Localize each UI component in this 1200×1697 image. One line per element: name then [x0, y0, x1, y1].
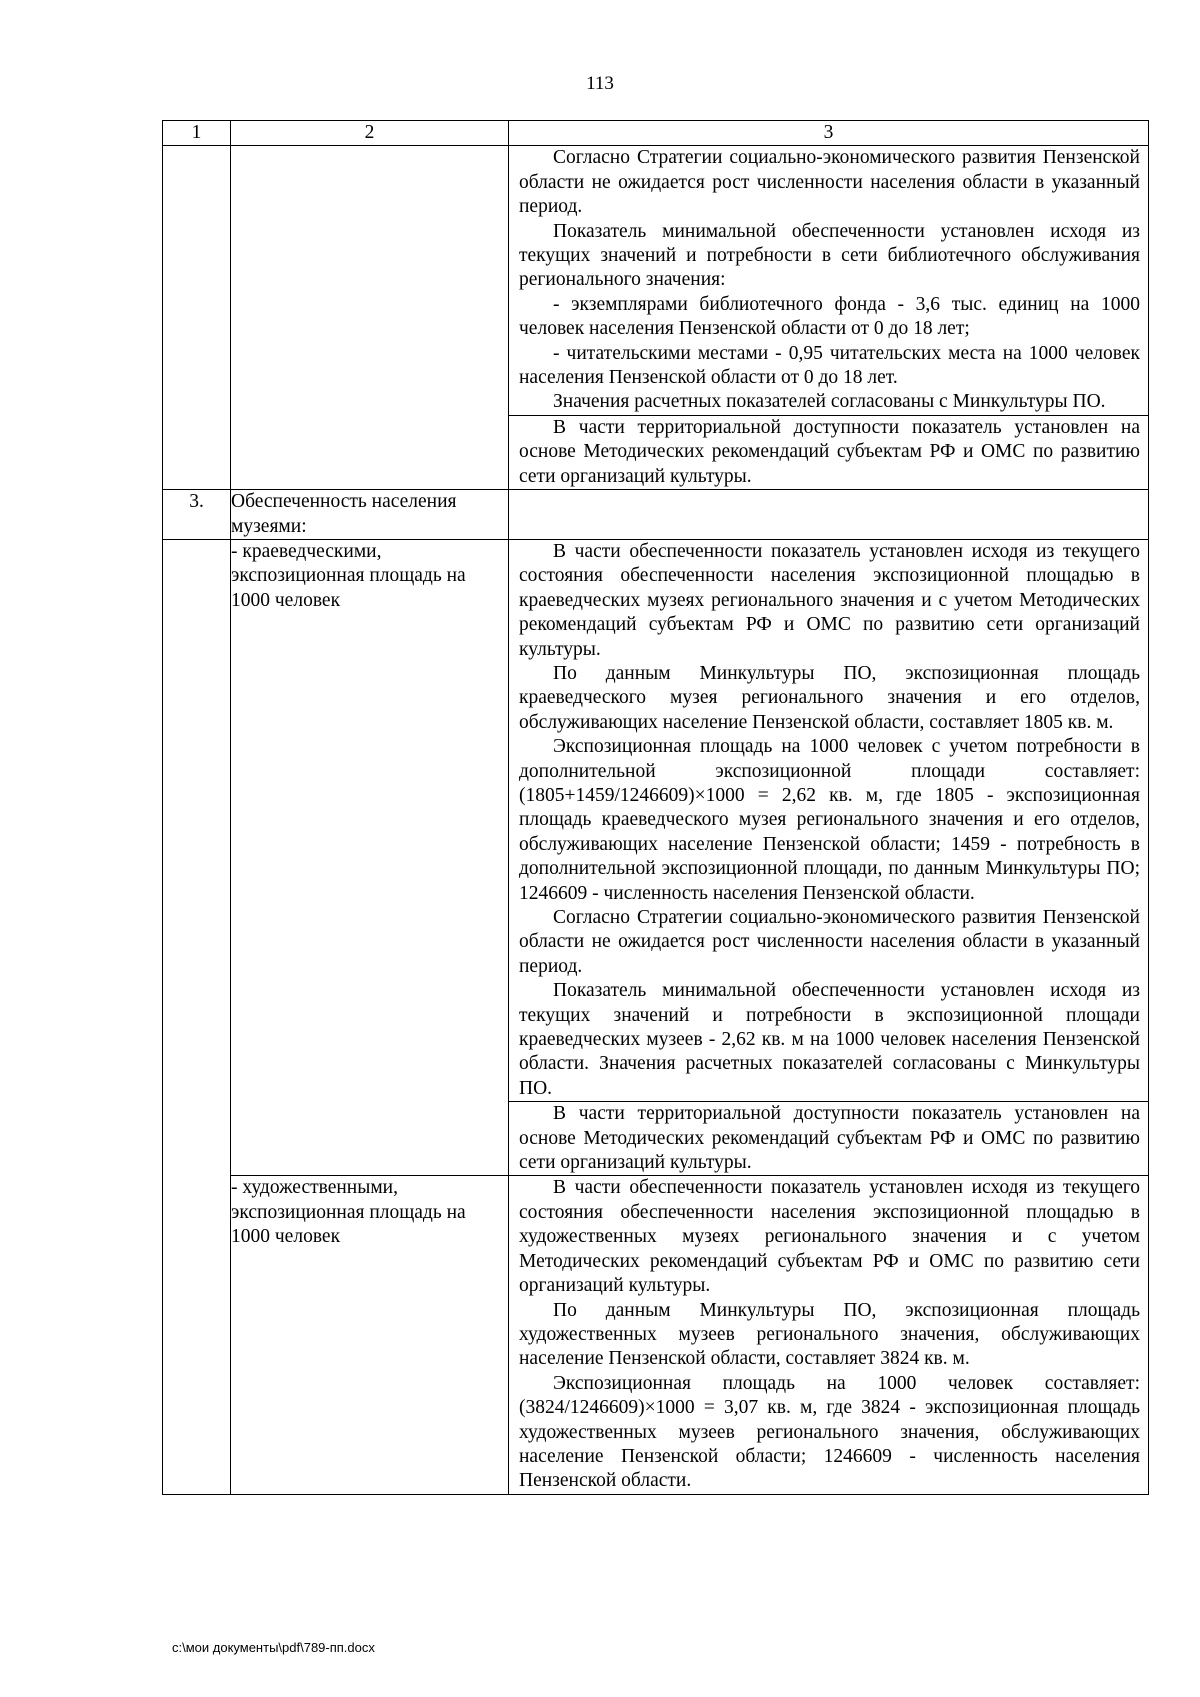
paragraph: В части территориальной доступности показатель установлен на основе Методических рекомендаций субъектам РФ и ОМС по развитию сети организаций культуры. [519, 416, 1140, 487]
paragraph: Показатель минимальной обеспеченности установлен исходя из текущих значений и потребности в экспозиционной площади краеведческих музеев - 2,62 кв. м на 1000 человек населения Пензенской области. Значения расчетных показателей согласованы с Минкультуры ПО. [519, 980, 1140, 1099]
indicators-table [162, 120, 1149, 1495]
row-number: 3. [163, 490, 231, 540]
table-row [163, 539, 1149, 1101]
footer-file-path: c:\мои документы\pdf\789-пп.docx [172, 1640, 375, 1655]
justification-cell [509, 1176, 1149, 1494]
paragraph: Показатель минимальной обеспеченности установлен исходя из текущих значений и потребности в сети библиотечного обслуживания регионального значения: [519, 220, 1140, 291]
paragraph: В части территориальной доступности показатель установлен на основе Методических рекомендаций субъектам РФ и ОМС по развитию сети организаций культуры. [519, 1103, 1140, 1174]
header-col-2: 2 [231, 121, 509, 146]
paragraph: По данным Минкультуры ПО, экспозиционная площадь краеведческого музея регионального значения и его отделов, обслуживающих население Пензенской области, составляет 1805 кв. м. [519, 662, 1140, 733]
paragraph: Согласно Стратегии социально-экономического развития Пензенской области не ожидается рост численности населения области в указанный период. [519, 147, 1140, 218]
indicator-label: - краеведческими, экспозиционная площадь на 1000 человек [231, 539, 509, 1176]
paragraph: Согласно Стратегии социально-экономического развития Пензенской области не ожидается рост численности населения области в указанный период. [519, 907, 1140, 977]
header-col-3: 3 [509, 121, 1149, 146]
page-number: 113 [586, 73, 614, 94]
table-row [163, 1176, 1149, 1494]
paragraph: В части обеспеченности показатель установлен исходя из текущего состояния обеспеченности населения экспозиционной площадью в художественных музеях регионального значения и с учетом Методических рекомендаций субъектам РФ и ОМС по развитию сети организаций культуры. [519, 1177, 1140, 1297]
empty-cell [509, 490, 1149, 540]
paragraph: - экземплярами библиотечного фонда - 3,6 тыс. единиц на 1000 человек населения Пензенской области от 0 до 18 лет; [519, 293, 1140, 340]
table-row [163, 146, 1149, 415]
access-cell [509, 415, 1149, 489]
table-header-row [163, 121, 1149, 146]
indicator-label: - художественными, экспозиционная площадь на 1000 человек [231, 1176, 509, 1494]
paragraph: Значения расчетных показателей согласованы с Минкультуры ПО. [553, 391, 1106, 413]
indicator-label: Обеспеченность населения музеями: [231, 490, 509, 540]
justification-cell [509, 539, 1149, 1101]
justification-cell [509, 146, 1149, 415]
paragraph: Экспозиционная площадь на 1000 человек составляет: (3824/1246609)×1000 = 3,07 кв. м, где 3824 - экспозиционная площадь художественных музеев регионального значения, обслуживающих население Пензенской области; 1246609 - численность населения Пензенской области. [519, 1372, 1140, 1492]
table-row [163, 490, 1149, 540]
paragraph: По данным Минкультуры ПО, экспозиционная площадь художественных музеев регионального значения, обслуживающих население Пензенской области, составляет 3824 кв. м. [519, 1299, 1140, 1370]
paragraph: В части обеспеченности показатель установлен исходя из текущего состояния обеспеченности населения экспозиционной площадью в краеведческих музеях регионального значения и с учетом Методических рекомендаций субъектам РФ и ОМС по развитию сети организаций культуры. [519, 540, 1140, 660]
paragraph: Экспозиционная площадь на 1000 человек с учетом потребности в дополнительной экспозиционной площади составляет: (1805+1459/1246609)×1000 = 2,62 кв. м, где 1805 - экспозиционная площадь краеведческого музея регионального значения и его отделов, обслуживающих население Пензенской области; 1459 - потребность в дополнительной экспозиционной площади, по данным Минкультуры ПО; 1246609 - численность населения Пензенской области. [519, 736, 1140, 904]
access-cell [509, 1102, 1149, 1176]
paragraph: - читательскими местами - 0,95 читательских места на 1000 человек населения Пензенской области от 0 до 18 лет. [519, 342, 1140, 389]
header-col-1: 1 [163, 121, 231, 146]
